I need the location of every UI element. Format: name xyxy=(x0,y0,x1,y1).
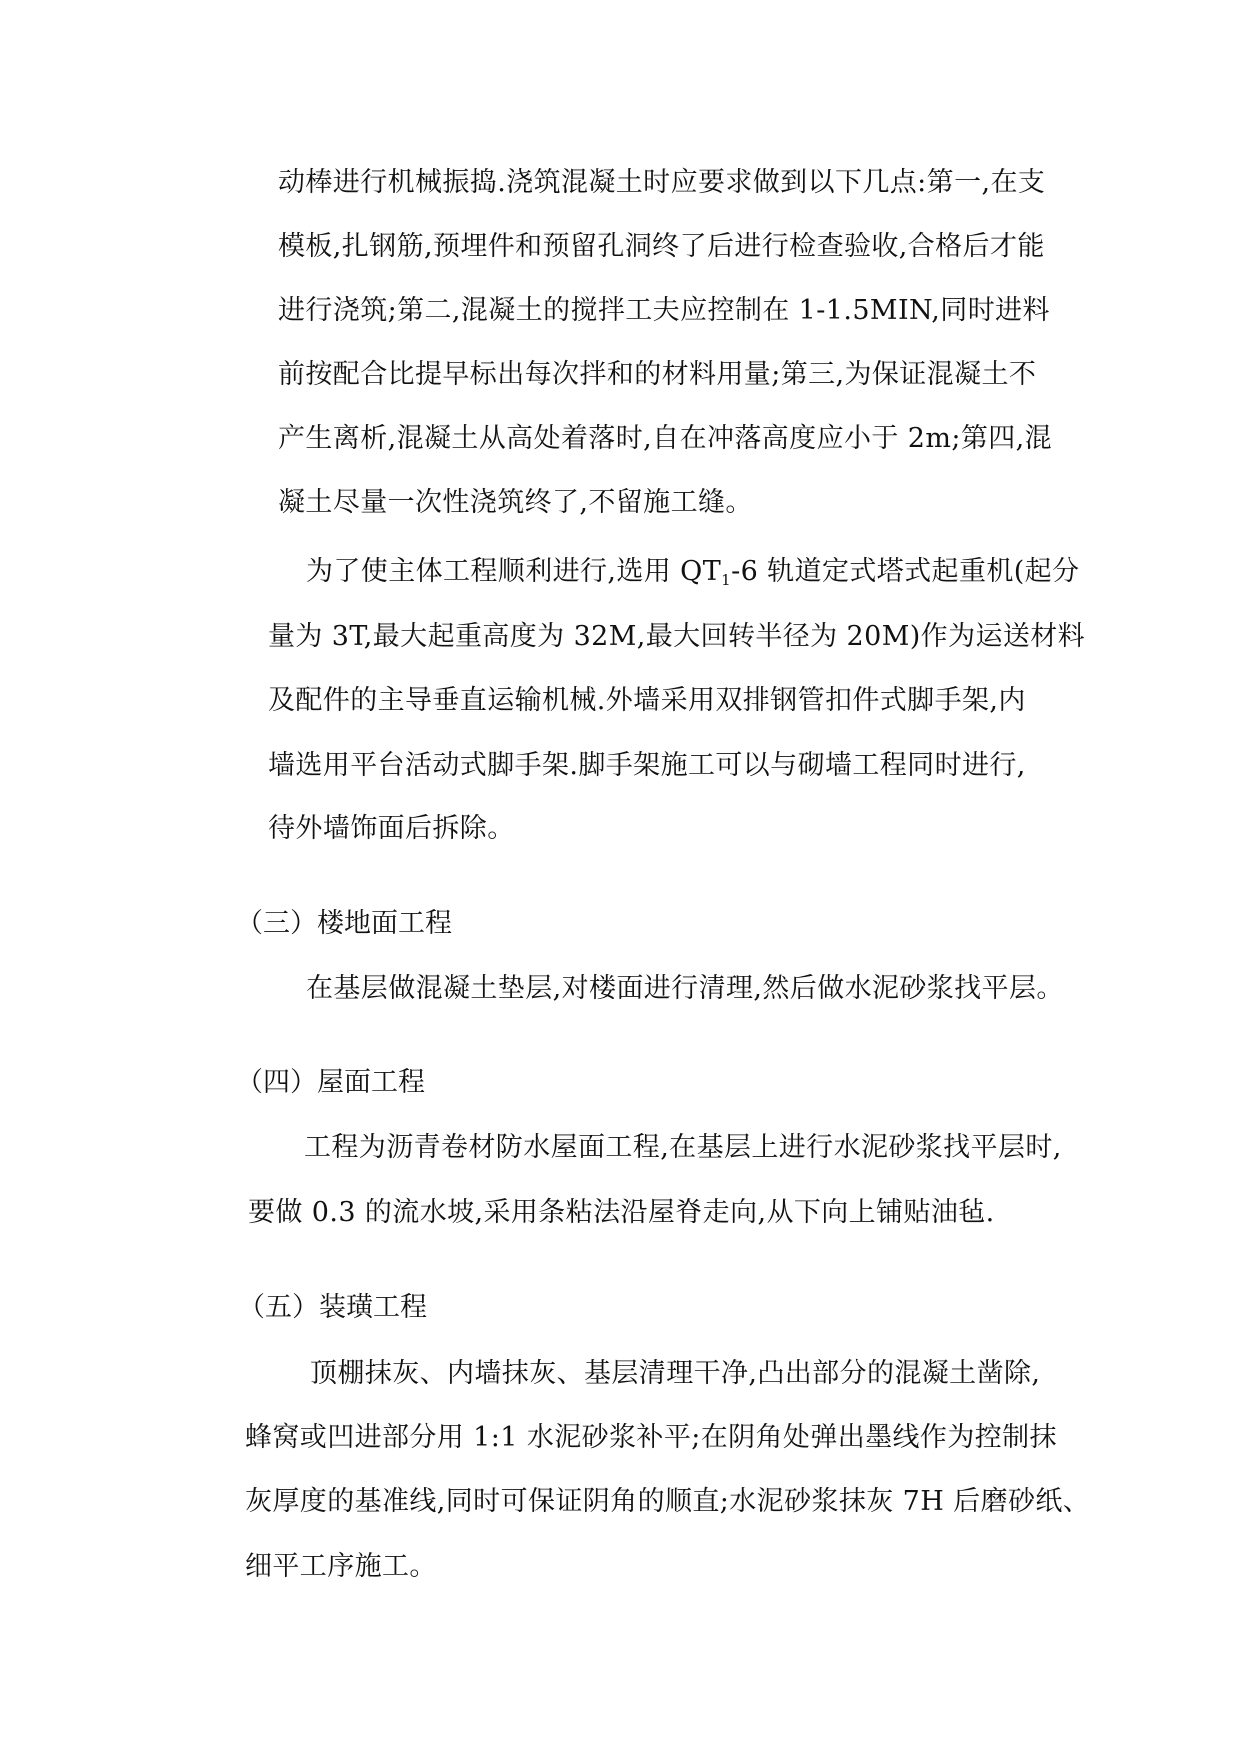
text-line: 灰厚度的基准线,同时可保证阴角的顺直;水泥砂浆抹灰 7H 后磨砂纸、 xyxy=(245,1486,1091,1517)
text-line: 量为 3T,最大起重高度为 32M,最大回转半径为 20M)作为运送材料 xyxy=(268,621,1086,652)
text-line: 墙选用平台活动式脚手架.脚手架施工可以与砌墙工程同时进行, xyxy=(268,750,1026,781)
text-line: 产生离析,混凝土从高处着落时,自在冲落高度应小于 2m;第四,混 xyxy=(278,423,1053,454)
text-line xyxy=(306,555,1079,597)
text-line: 蜂窝或凹进部分用 1:1 水泥砂浆补平;在阴角处弹出墨线作为控制抹 xyxy=(245,1422,1057,1453)
text-line: 凝土尽量一次性浇筑终了,不留施工缝。 xyxy=(278,487,753,518)
text-line: 前按配合比提早标出每次拌和的材料用量;第三,为保证混凝土不 xyxy=(278,359,1037,390)
text-line: 要做 0.3 的流水坡,采用条粘法沿屋脊走向,从下向上铺贴油毡. xyxy=(248,1197,995,1228)
text-line: 及配件的主导垂直运输机械.外墙采用双排钢管扣件式脚手架,内 xyxy=(268,685,1026,716)
text-line: 细平工序施工。 xyxy=(245,1551,437,1582)
section-heading-4: （四）屋面工程 xyxy=(236,1067,425,1098)
text-line: 动棒进行机械振捣.浇筑混凝土时应要求做到以下几点:第一,在支 xyxy=(278,167,1046,198)
text-line: 在基层做混凝土垫层,对楼面进行清理,然后做水泥砂浆找平层。 xyxy=(306,973,1064,1004)
text-line: 待外墙饰面后拆除。 xyxy=(268,813,515,844)
text-segment: 为了使主体工程顺利进行,选用 QT xyxy=(306,556,722,587)
text-line: 模板,扎钢筋,预埋件和预留孔洞终了后进行检查验收,合格后才能 xyxy=(278,231,1045,262)
text-line: 顶棚抹灰、内墙抹灰、基层清理干净,凸出部分的混凝土凿除, xyxy=(310,1358,1041,1389)
text-line: 工程为沥青卷材防水屋面工程,在基层上进行水泥砂浆找平层时, xyxy=(304,1132,1062,1163)
section-heading-5: （五）装璜工程 xyxy=(238,1292,427,1323)
text-segment: -6 轨道定式塔式起重机(起分 xyxy=(731,556,1080,587)
subscript: 1 xyxy=(721,571,732,589)
text-line: 进行浇筑;第二,混凝土的搅拌工夫应控制在 1-1.5MIN,同时进料 xyxy=(278,295,1050,326)
section-heading-3: （三）楼地面工程 xyxy=(236,908,452,939)
